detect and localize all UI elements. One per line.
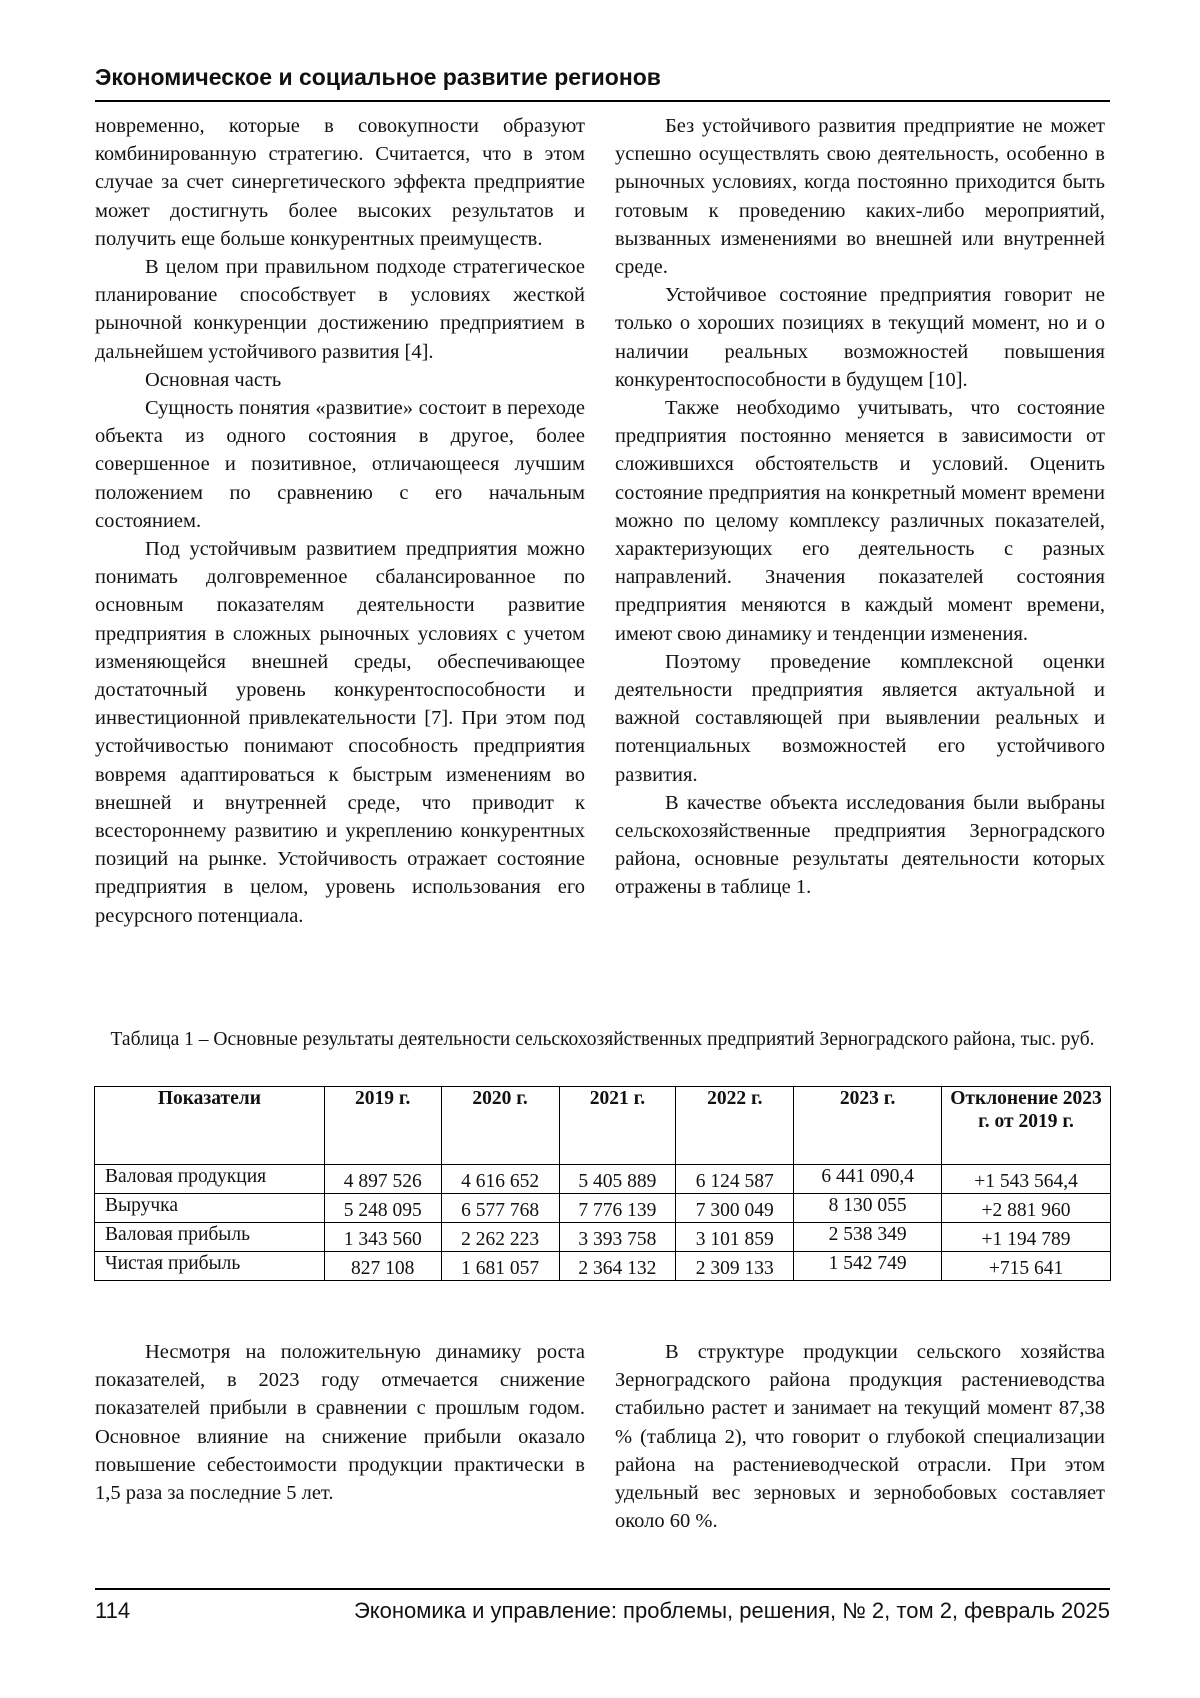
table-cell: 6 124 587 [676, 1165, 794, 1194]
text-column-left-bottom [95, 1338, 585, 1507]
header-cell: Отклонение 2023 г. от 2019 г. [942, 1087, 1111, 1165]
paragraph: Сущность понятия «развитие» состоит в переходе объекта из одного состояния в другое, более совершенное и позитивное, отличающееся лучшим положением по сравнению с его начальным состоянием. [95, 397, 585, 532]
paragraph: Устойчивое состояние предприятия говорит не только о хороших позициях в текущий момент, но и о наличии реальных возможностей повышения конкурентоспособности в будущем [10]. [615, 284, 1105, 391]
table-row [95, 1165, 1111, 1194]
table-cell: +1 543 564,4 [942, 1165, 1111, 1194]
header-cell: 2022 г. [676, 1087, 794, 1165]
table-cell: 5 405 889 [559, 1165, 676, 1194]
header-cell: 2019 г. [324, 1087, 441, 1165]
table-cell: 6 441 090,4 [794, 1165, 942, 1194]
paragraph: Под устойчивым развитием предприятия можно понимать долговременное сбалансированное по основным показателям деятельности развитие предприятия в сложных рыночных условиях с учетом изменяющейся внешней среды, обеспечивающее достаточный уровень конкурентоспособности и инвестиционной привлекательности [7]. При этом под устойчивостью понимают способность предприятия вовремя адаптироваться к быстрым изменениям во внешней и внутренней среде, что приводит к всестороннему развитию и укреплению конкурентных позиций на рынке. Устойчивость отражает состояние предприятия в целом, уровень использования его ресурсного потенциала. [95, 538, 585, 927]
table-cell: 4 616 652 [441, 1165, 559, 1194]
header-rule [95, 100, 1110, 102]
text-column-right-bottom [615, 1338, 1105, 1535]
journal-title: Экономика и управление: проблемы, решения, № 2, том 2, февраль 2025 [353, 1598, 1110, 1623]
table-cell: 1 343 560 [324, 1223, 441, 1252]
table-cell: 1 542 749 [794, 1252, 942, 1281]
header-cell: 2021 г. [559, 1087, 676, 1165]
text-column-right-top [615, 112, 1105, 902]
paragraph: новременно, которые в совокупности образуют комбинированную стратегию. Считается, что в этом случае за счет синергетического эффекта предприятие может достигнуть более высоких результатов и получить еще больше конкурентных преимуществ. [95, 115, 585, 250]
table-row [95, 1194, 1111, 1223]
paragraph: В целом при правильном подходе стратегическое планирование способствует в условиях жесткой рыночной конкуренции достижению предприятием в дальнейшем устойчивого развития [4]. [95, 256, 585, 363]
table-header-row [95, 1087, 1111, 1165]
paragraph: Без устойчивого развития предприятие не может успешно осуществлять свою деятельность, особенно в рыночных условиях, когда постоянно приходится быть готовым к проведению каких-либо мероприятий, вызванных изменениями во внешней или внутренней среде. [615, 115, 1105, 279]
results-table [94, 1086, 1111, 1281]
paragraph: Также необходимо учитывать, что состояние предприятия постоянно меняется в зависимости от сложившихся обстоятельств и условий. Оценить состояние предприятия на конкретный момент времени можно по целому комплексу различных показателей, характеризующих его деятельность с разных направлений. Значения показателей состояния предприятия меняются в каждый момент времени, имеют свою динамику и тенденции изменения. [615, 397, 1105, 645]
row-label: Валовая прибыль [95, 1223, 325, 1252]
table-cell: 2 262 223 [441, 1223, 559, 1252]
table-cell: +1 194 789 [942, 1223, 1111, 1252]
table-cell: 4 897 526 [324, 1165, 441, 1194]
row-label: Валовая продукция [95, 1165, 325, 1194]
text-column-left-top [95, 112, 585, 930]
paragraph: Несмотря на положительную динамику роста показателей, в 2023 году отмечается снижение показателей прибыли в сравнении с прошлым годом. Основное влияние на снижение прибыли оказало повышение себестоимости продукции практически в 1,5 раза за последние 5 лет. [95, 1341, 585, 1505]
table-cell: 7 300 049 [676, 1194, 794, 1223]
table-cell: 1 681 057 [441, 1252, 559, 1281]
paragraph: В структуре продукции сельского хозяйства Зерноградского района продукция растениеводства стабильно растет и занимает на текущий момент 87,38 % (таблица 2), что говорит о глубокой специализации района на растениеводческой отрасли. При этом удельный вес зерновых и зернобобовых составляет около 60 %. [615, 1341, 1105, 1533]
page-number: 114 [95, 1598, 131, 1623]
paragraph: Поэтому проведение комплексной оценки деятельности предприятия является актуальной и важной составляющей при выявлении реальных и потенциальных возможностей его устойчивого развития. [615, 650, 1105, 786]
table-caption: Таблица 1 – Основные результаты деятельности сельскохозяйственных предприятий Зерноградского района, тыс. руб. [110, 1029, 1095, 1050]
table-cell: 827 108 [324, 1252, 441, 1281]
header-cell: 2020 г. [441, 1087, 559, 1165]
table-cell: 5 248 095 [324, 1194, 441, 1223]
table-cell: +715 641 [942, 1252, 1111, 1281]
table-cell: 2 309 133 [676, 1252, 794, 1281]
row-label: Чистая прибыль [95, 1252, 325, 1281]
section-heading: Основная часть [145, 368, 282, 391]
table-cell: 6 577 768 [441, 1194, 559, 1223]
paragraph: В качестве объекта исследования были выбраны сельскохозяйственные предприятия Зерноградского района, основные результаты деятельности которых отражены в таблице 1. [615, 791, 1105, 899]
table-row [95, 1252, 1111, 1281]
table-cell: 7 776 139 [559, 1194, 676, 1223]
table-cell: 2 538 349 [794, 1223, 942, 1252]
table-cell: 2 364 132 [559, 1252, 676, 1281]
footer-rule [95, 1588, 1110, 1590]
row-label: Выручка [95, 1194, 325, 1223]
table-cell: 8 130 055 [794, 1194, 942, 1223]
table-cell: +2 881 960 [942, 1194, 1111, 1223]
header-cell: Показатели [95, 1087, 325, 1165]
table-row [95, 1223, 1111, 1252]
running-header: Экономическое и социальное развитие регионов [95, 64, 661, 90]
header-cell: 2023 г. [794, 1087, 942, 1165]
table-cell: 3 393 758 [559, 1223, 676, 1252]
table-cell: 3 101 859 [676, 1223, 794, 1252]
